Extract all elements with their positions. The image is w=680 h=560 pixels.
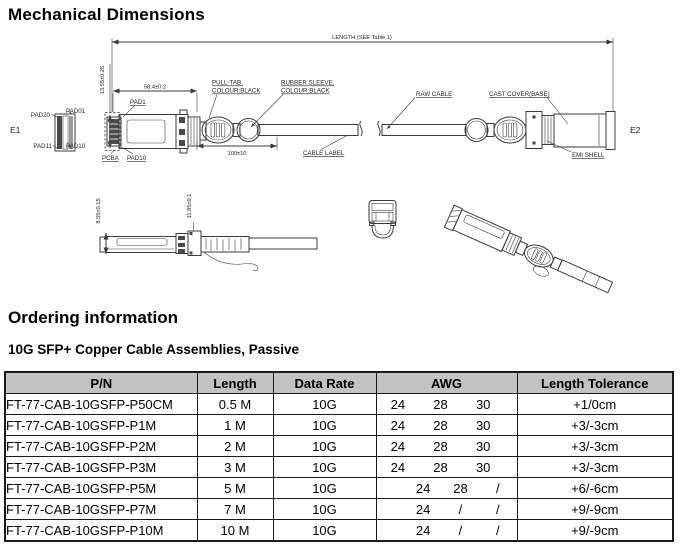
table-header-row [5, 372, 673, 394]
pull-tab-string [204, 252, 258, 271]
table-row [5, 520, 673, 542]
tolerance-cell: +3/-3cm [517, 415, 673, 436]
pn-cell: FT-77-CAB-10GSFP-P5M [5, 478, 197, 499]
dim-11-85-label: 11.85±0.1 [187, 193, 193, 219]
header-tolerance: Length Tolerance [517, 372, 673, 394]
awg-cell: 24 28 / [376, 478, 517, 499]
data-rate-cell: 10G [273, 478, 376, 499]
data-rate-cell: 10G [273, 457, 376, 478]
pn-cell: FT-77-CAB-10GSFP-P1M [5, 415, 197, 436]
data-rate-cell: 10G [273, 520, 376, 542]
side-view [96, 194, 317, 271]
right-connector-top-view [526, 112, 615, 150]
length-cell: 5 M [197, 478, 273, 499]
table-row [5, 415, 673, 436]
cable-label-label: CABLE LABEL [303, 150, 345, 157]
awg-cell: 24 28 30 [376, 394, 517, 415]
length-cell: 7 M [197, 499, 273, 520]
rubber-sleeve-label-2: COLOUR:BLACK [281, 87, 330, 95]
pn-cell: FT-77-CAB-10GSFP-P3M [5, 457, 197, 478]
e1-front-view [10, 108, 86, 151]
tolerance-cell: +3/-3cm [517, 436, 673, 457]
e2-label: E2 [630, 125, 641, 135]
dim-8-55-label: 8.55±0.15 [96, 198, 102, 224]
callouts [102, 80, 605, 163]
pcba-label: PCBA [102, 155, 119, 162]
header-awg: AWG [376, 372, 517, 394]
page-title: Mechanical Dimensions [8, 5, 205, 24]
cast-cover-label: CAST COVER(BASE) [489, 91, 550, 98]
dim-13-55-label: 13.55±0.25 [100, 65, 106, 95]
left-pull-tab [202, 117, 240, 143]
table-row [5, 394, 673, 415]
header-length: Length [197, 372, 273, 394]
length-cell: 3 M [197, 457, 273, 478]
ordering-subtitle: 10G SFP+ Copper Cable Assemblies, Passive [8, 342, 300, 357]
rubber-sleeve-label-1: RUBBER SLEEVE, [281, 79, 335, 87]
raw-cable-label: RAW CABLE [416, 91, 453, 98]
pn-cell: FT-77-CAB-10GSFP-P50CM [5, 394, 197, 415]
ordering-title: Ordering information [8, 308, 178, 327]
dim-100-label: 100±10 [227, 151, 247, 157]
pull-tab-label-1: PULL-TAB, [212, 79, 243, 87]
table-row [5, 436, 673, 457]
pad11-label: PAD11 [33, 143, 52, 150]
table-row [5, 457, 673, 478]
data-rate-cell: 10G [273, 394, 376, 415]
emi-shell-label: EMI SHELL [572, 152, 605, 159]
awg-cell: 24 28 30 [376, 457, 517, 478]
dim-58-4-label: 58.4±0.2 [143, 84, 167, 91]
length-cell: 2 M [197, 436, 273, 457]
tolerance-cell: +6/-6cm [517, 478, 673, 499]
pad1-label: PAD1 [130, 99, 146, 106]
length-cell: 1 M [197, 415, 273, 436]
pad01-label: PAD01 [66, 108, 86, 115]
length-dimension [112, 35, 613, 112]
tolerance-cell: +3/-3cm [517, 457, 673, 478]
pn-cell: FT-77-CAB-10GSFP-P2M [5, 436, 197, 457]
awg-cell: 24 28 30 [376, 436, 517, 457]
tolerance-cell: +9/-9cm [517, 499, 673, 520]
e1-label: E1 [10, 125, 21, 135]
data-rate-cell: 10G [273, 499, 376, 520]
awg-cell: 24 / / [376, 499, 517, 520]
connector-isometric-view [442, 205, 615, 302]
connector-front-view [369, 201, 396, 239]
right-pull-tab [487, 117, 526, 143]
length-dim-label: LENGTH (SEE Table 1) [332, 35, 392, 41]
tolerance-cell: +1/0cm [517, 394, 673, 415]
table-row [5, 478, 673, 499]
pull-tab-label-2: COLOUR:BLACK [212, 87, 261, 95]
left-connector-top-view [105, 110, 206, 153]
header-data-rate: Data Rate [273, 372, 376, 394]
pad10-front-label: PAD10 [66, 143, 86, 150]
ordering-table [4, 371, 674, 542]
pad10-label: PAD10 [127, 155, 147, 162]
length-cell: 0.5 M [197, 394, 273, 415]
right-rubber-sleeve [465, 119, 488, 142]
awg-cell: 24 28 30 [376, 415, 517, 436]
table-row [5, 499, 673, 520]
tolerance-cell: +9/-9cm [517, 520, 673, 542]
awg-cell: 24 / / [376, 520, 517, 542]
pn-cell: FT-77-CAB-10GSFP-P10M [5, 520, 197, 542]
pad20-label: PAD20 [30, 112, 50, 119]
length-cell: 10 M [197, 520, 273, 542]
header-pn: P/N [5, 372, 197, 394]
data-rate-cell: 10G [273, 436, 376, 457]
data-rate-cell: 10G [273, 415, 376, 436]
pn-cell: FT-77-CAB-10GSFP-P7M [5, 499, 197, 520]
raw-cable-shape [258, 121, 466, 136]
